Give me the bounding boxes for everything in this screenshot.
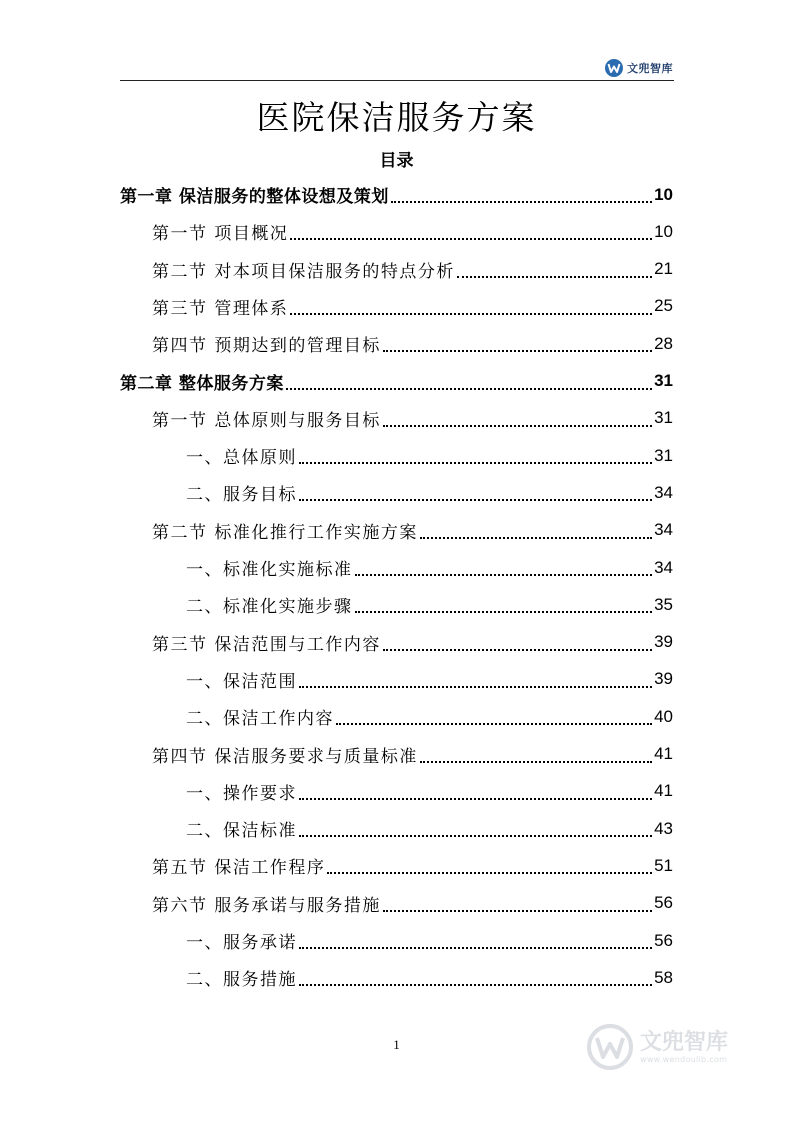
toc-dot-leader [420, 760, 652, 763]
toc-dot-leader [299, 797, 652, 800]
toc-section-entry[interactable] [152, 251, 673, 288]
toc-dot-leader [420, 536, 652, 539]
header-logo [604, 58, 673, 78]
toc-chapter-entry[interactable] [120, 176, 673, 213]
toc-dot-leader [299, 834, 652, 837]
toc-page-number: 40 [654, 706, 673, 726]
toc-page-number: 58 [654, 967, 673, 987]
toc-page-number: 31 [654, 371, 673, 390]
document-title: 医院保洁服务方案 [256, 98, 537, 137]
toc-entry-title: 一、操作要求 [186, 783, 297, 804]
toc-page-number: 41 [654, 744, 673, 763]
toc-page-number: 28 [654, 333, 673, 353]
toc-page-number: 56 [654, 893, 673, 913]
toc-entry-title: 第五节 保洁工作程序 [152, 858, 326, 879]
toc-dot-leader [290, 312, 652, 315]
toc-dot-leader [383, 349, 652, 352]
watermark [586, 1018, 746, 1076]
toc-page-number: 34 [654, 557, 673, 577]
toc-entry-title: 第二节 标准化推行工作实施方案 [152, 522, 418, 543]
toc-page-number: 31 [654, 445, 673, 465]
watermark-logo-icon [586, 1023, 634, 1071]
toc-page-number: 34 [654, 520, 673, 540]
toc-subsection-entry[interactable] [186, 661, 673, 698]
toc-entry-title: 二、标准化实施步骤 [186, 597, 353, 618]
toc-chapter-entry[interactable] [120, 363, 673, 400]
toc-entry-title: 第一节 项目概况 [152, 224, 289, 245]
toc-entry-title: 第三节 管理体系 [152, 298, 289, 319]
toc-heading: 目录 [379, 151, 414, 171]
toc-entry-title: 第三节 保洁范围与工作内容 [152, 634, 381, 655]
page-number: 1 [393, 1037, 400, 1052]
watermark-url: www.wendoulib.com [640, 1054, 728, 1064]
toc-section-entry[interactable] [152, 213, 673, 250]
toc-page-number: 35 [654, 594, 673, 614]
toc-page-number: 41 [654, 781, 673, 801]
toc-dot-leader [383, 424, 652, 427]
logo-text: 文兜智库 [627, 62, 673, 75]
toc-page-number: 39 [654, 632, 673, 652]
toc-page-number: 21 [654, 259, 673, 279]
header-rule [120, 80, 674, 81]
toc-dot-leader [383, 648, 652, 651]
toc-page-number: 39 [654, 669, 673, 689]
toc-section-entry[interactable] [152, 512, 673, 549]
toc-entry-title: 一、总体原则 [186, 448, 297, 469]
toc-page-number: 34 [654, 482, 673, 502]
toc-entry-title: 第二章 整体服务方案 [120, 373, 284, 394]
toc-section-entry[interactable] [152, 288, 673, 325]
toc-dot-leader [327, 871, 652, 874]
toc-subsection-entry[interactable] [186, 549, 673, 586]
watermark-brand: 文兜智库 [640, 1029, 729, 1055]
toc-entry-title: 一、服务承诺 [186, 933, 297, 953]
toc-page-number: 43 [654, 818, 673, 838]
toc-section-entry[interactable] [152, 847, 673, 884]
toc-entry-title: 第一章 保洁服务的整体设想及策划 [120, 187, 389, 207]
toc-subsection-entry[interactable] [186, 773, 673, 810]
toc-subsection-entry[interactable] [186, 586, 673, 623]
toc-subsection-entry[interactable] [186, 922, 673, 959]
toc-section-entry[interactable] [152, 624, 673, 661]
toc-section-entry[interactable] [152, 400, 673, 437]
toc-entry-title: 第四节 预期达到的管理目标 [152, 336, 381, 357]
toc-entry-title: 一、保洁范围 [186, 671, 297, 692]
toc-dot-leader [336, 722, 652, 725]
toc-entry-title: 第四节 保洁服务要求与质量标准 [152, 746, 418, 767]
toc-page-number: 51 [654, 855, 673, 875]
toc-dot-leader [457, 275, 652, 278]
toc-section-entry[interactable] [152, 325, 673, 362]
toc-page-number: 10 [654, 221, 673, 241]
toc-subsection-entry[interactable] [186, 437, 673, 474]
toc-entry-title: 二、服务目标 [186, 485, 297, 506]
toc-dot-leader [299, 983, 652, 986]
toc-dot-leader [355, 573, 653, 576]
toc-entry-title: 一、标准化实施标准 [186, 560, 353, 580]
toc-dot-leader [299, 946, 652, 949]
toc-page-number: 10 [654, 184, 673, 204]
toc-dot-leader [355, 610, 653, 613]
toc-dot-leader [299, 498, 652, 501]
toc-subsection-entry[interactable] [186, 474, 673, 511]
toc-dot-leader [299, 685, 652, 688]
toc-page-number: 31 [654, 408, 673, 428]
toc-page-number: 56 [654, 930, 673, 950]
toc-entry-title: 第二节 对本项目保洁服务的特点分析 [152, 261, 455, 282]
toc-page-number: 25 [654, 296, 673, 316]
toc-entry-title: 第一节 总体原则与服务目标 [152, 410, 381, 431]
toc-entry-title: 第六节 服务承诺与服务措施 [152, 895, 381, 916]
toc-dot-leader [383, 909, 652, 912]
toc-dot-leader [391, 200, 652, 203]
toc-entry-title: 二、服务措施 [186, 970, 297, 991]
toc-dot-leader [286, 387, 652, 390]
toc-entry-title: 二、保洁标准 [186, 821, 297, 842]
toc-section-entry[interactable] [152, 885, 673, 922]
toc-subsection-entry[interactable] [186, 698, 673, 735]
toc-dot-leader [290, 237, 652, 240]
toc-section-entry[interactable] [152, 736, 673, 773]
toc-dot-leader [299, 461, 652, 464]
toc-subsection-entry[interactable] [186, 959, 673, 996]
toc-subsection-entry[interactable] [186, 810, 673, 847]
toc-entry-title: 二、保洁工作内容 [186, 709, 334, 730]
w-circle-logo-icon [604, 58, 624, 78]
